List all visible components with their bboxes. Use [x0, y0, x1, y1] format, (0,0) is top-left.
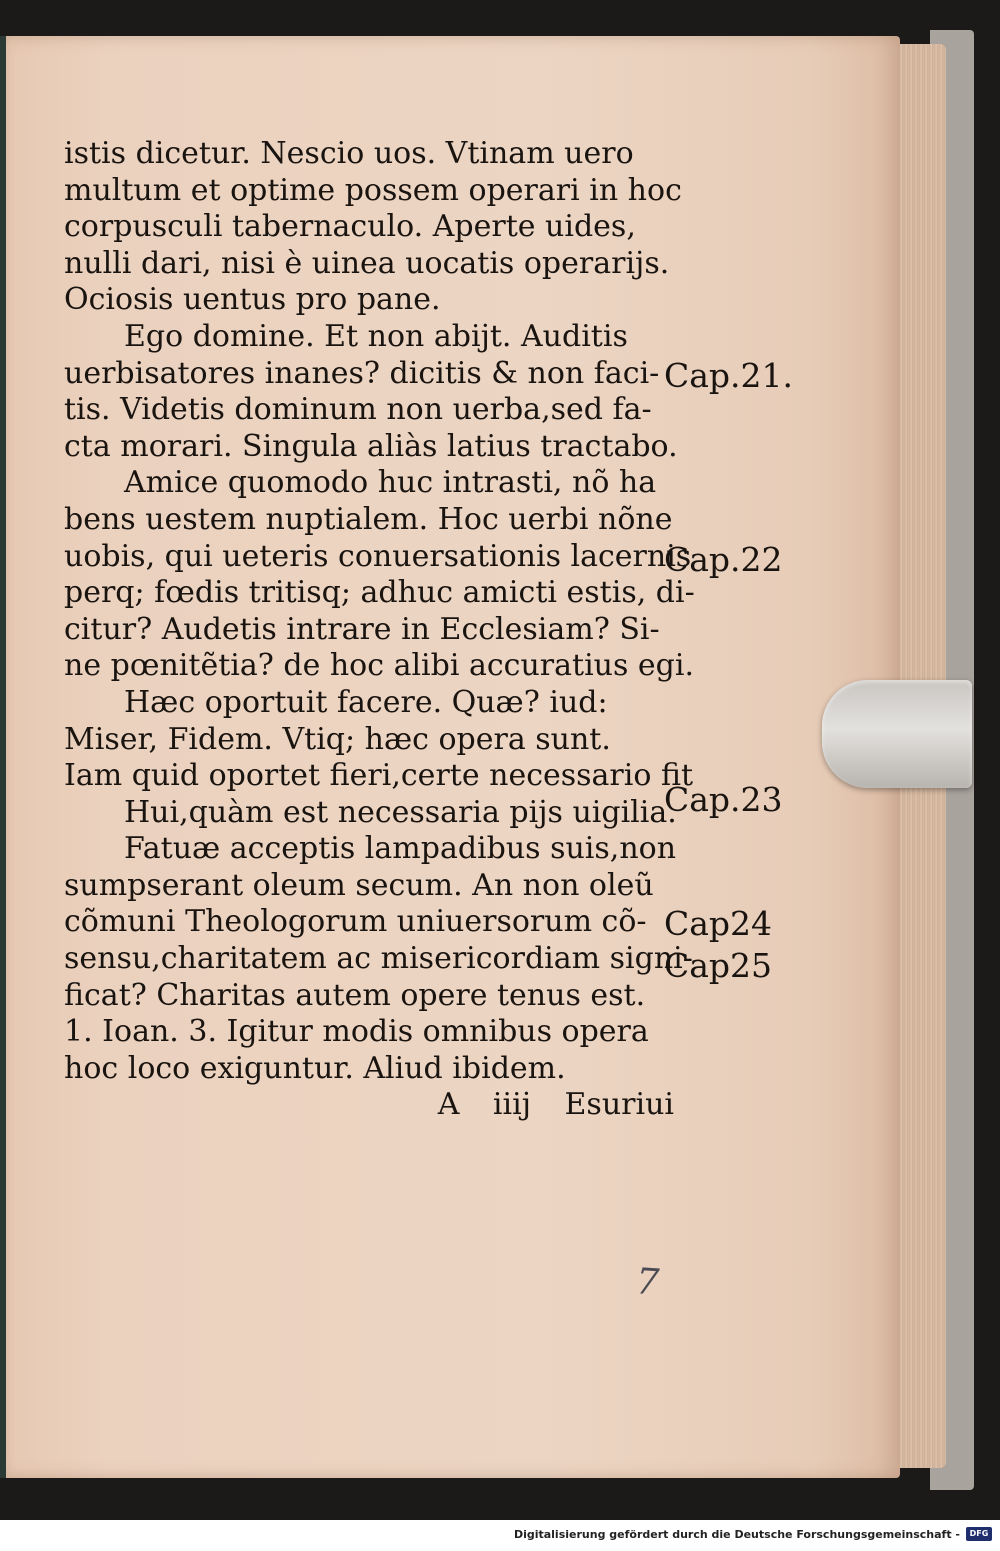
- signature-line: A iiij Esuriui: [437, 1087, 674, 1123]
- text-line: ficat? Charitas autem opere tenus est.: [64, 977, 646, 1013]
- text-line: Hui,quàm est necessaria pijs uigilia.: [124, 794, 677, 830]
- text-line: Hæc oportuit facere. Quæ? iud:: [124, 684, 608, 720]
- margin-note-cap22: Cap.22: [664, 540, 783, 579]
- folio-number: 7: [634, 1261, 661, 1304]
- text-line: istis dicetur. Nescio uos. Vtinam uero: [64, 136, 634, 171]
- text-line: uerbisatores inanes? dicitis & non faci-: [64, 355, 660, 391]
- margin-note-cap23: Cap.23: [664, 780, 783, 819]
- text-line: tis. Videtis dominum non uerba,sed fa-: [64, 392, 652, 428]
- margin-note-cap21: Cap.21.: [664, 356, 794, 395]
- text-line: corpusculi tabernaculo. Aperte uides,: [64, 209, 636, 245]
- text-line: Ego domine. Et non abijt. Auditis: [124, 318, 628, 354]
- text-line: ne pœnitẽtia? de hoc alibi accuratius egi.: [64, 648, 695, 684]
- main-text: [64, 136, 695, 1124]
- text-line: Fatuæ acceptis lampadibus suis,non: [124, 831, 677, 867]
- text-line: nulli dari, nisi è uinea uocatis operarijs.: [64, 245, 670, 281]
- footer-credit: Digitalisierung gefördert durch die Deutsche Forschungsgemeinschaft -: [513, 1528, 960, 1541]
- text-line: uobis, qui ueteris conuersationis lacernis: [64, 538, 692, 574]
- text-line: multum et optime possem operari in hoc: [64, 172, 682, 208]
- page-clip: [822, 680, 972, 788]
- text-line: cõmuni Theologorum uniuersorum cõ-: [64, 904, 647, 940]
- footer-bar: [0, 1520, 1000, 1551]
- book-spine: [0, 36, 6, 1478]
- text-line: sensu,charitatem ac misericordiam signi-: [64, 941, 693, 977]
- text-line: perq; fœdis tritisq; adhuc amicti estis, di-: [64, 575, 695, 611]
- text-line: citur? Audetis intrare in Ecclesiam? Si-: [64, 611, 660, 647]
- margin-note-cap24: Cap24: [664, 904, 773, 943]
- dfg-logo: DFG: [966, 1527, 992, 1541]
- text-line: cta morari. Singula aliàs latius tractabo.: [64, 428, 678, 464]
- text-line: Iam quid oportet fieri,certe necessario fit: [64, 758, 694, 794]
- text-line: Amice quomodo huc intrasti, nõ ha: [124, 465, 657, 501]
- text-line: 1. Ioan. 3. Igitur modis omnibus opera: [64, 1014, 649, 1050]
- text-line: Ociosis uentus pro pane.: [64, 282, 441, 318]
- text-line: Miser, Fidem. Vtiq; hæc opera sunt.: [64, 721, 611, 757]
- text-line: sumpserant oleum secum. An non oleũ: [64, 867, 654, 903]
- text-line: hoc loco exiguntur. Aliud ibidem.: [64, 1050, 566, 1086]
- text-line: bens uestem nuptialem. Hoc uerbi nõne: [64, 501, 673, 537]
- margin-note-cap25: Cap25: [664, 946, 773, 985]
